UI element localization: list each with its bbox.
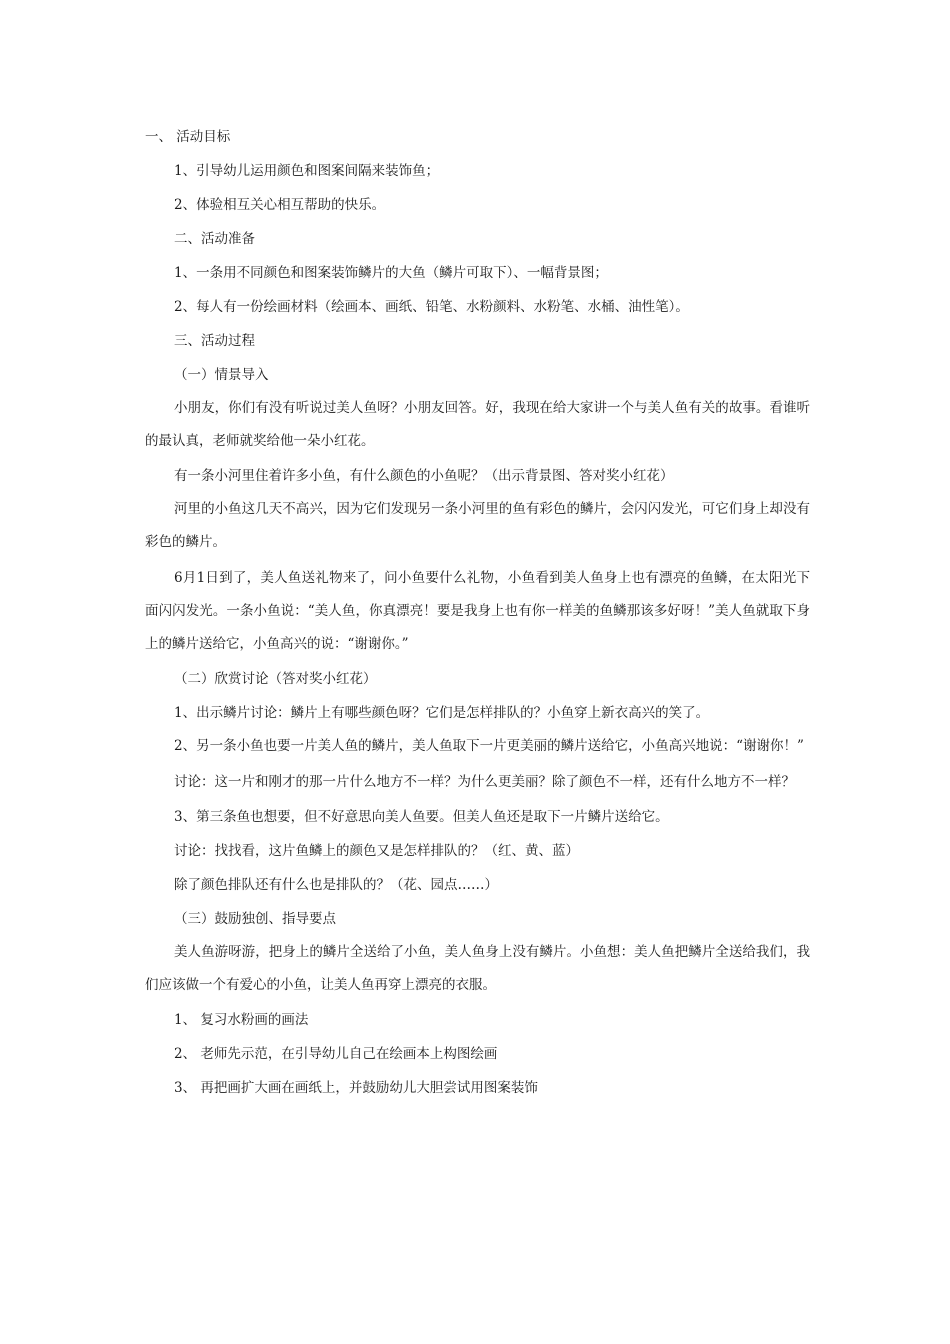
discussion-question-3: 除了颜色排队还有什么也是排队的？（花、园点……）: [174, 877, 498, 893]
story-paragraph-3: 河里的小鱼这几天不高兴，因为它们发现另一条小河里的鱼有彩色的鳞片，会闪闪发光，可它们身上却没有彩色的鳞片。: [145, 501, 810, 550]
discussion-item-2: 2、另一条小鱼也要一片美人鱼的鳞片，美人鱼取下一片更美丽的鳞片送给它，小鱼高兴地说：“谢谢你！”: [174, 738, 804, 754]
story-paragraph-2: 有一条小河里住着许多小鱼，有什么颜色的小鱼呢？（出示背景图、答对奖小红花）: [174, 468, 674, 484]
discussion-question-1: 讨论：这一片和刚才的那一片什么地方不一样？为什么更美丽？除了颜色不一样，还有什么地方不一样？: [174, 774, 795, 790]
story-paragraph-4: 6月1日到了，美人鱼送礼物来了，问小鱼要什么礼物，小鱼看到美人鱼身上也有漂亮的鱼鳞，在太阳光下面闪闪发光。一条小鱼说：“美人鱼，你真漂亮！要是我身上也有你一样美的鱼鳞那该多好呀！”美人鱼就取下身上的鳞片送给它，小鱼高兴的说：“谢谢你。”: [145, 570, 810, 652]
goal-item-2: 2、体验相互关心相互帮助的快乐。: [174, 197, 386, 213]
section-heading-goals: 一、 活动目标: [145, 129, 231, 145]
discussion-item-3: 3、第三条鱼也想要，但不好意思向美人鱼要。但美人鱼还是取下一片鳞片送给它。: [174, 809, 669, 825]
discussion-question-2: 讨论：找找看，这片鱼鳞上的颜色又是怎样排队的？（红、黄、蓝）: [174, 843, 579, 859]
preparation-item-2: 2、每人有一份绘画材料（绘画本、画纸、铅笔、水粉颜料、水粉笔、水桶、油性笔）。: [174, 299, 689, 315]
section-heading-process: 三、活动过程: [174, 333, 255, 349]
subsection-heading-intro: （一）情景导入: [174, 367, 269, 383]
preparation-item-1: 1、一条用不同颜色和图案装饰鳞片的大鱼（鳞片可取下）、一幅背景图；: [174, 265, 608, 281]
guidance-paragraph: 美人鱼游呀游，把身上的鳞片全送给了小鱼，美人鱼身上没有鳞片。小鱼想：美人鱼把鳞片全送给我们，我们应该做一个有爱心的小鱼，让美人鱼再穿上漂亮的衣服。: [145, 944, 810, 993]
goal-item-1: 1、引导幼儿运用颜色和图案间隔来装饰鱼；: [174, 163, 440, 179]
subsection-heading-discussion: （二）欣赏讨论（答对奖小红花）: [174, 671, 377, 687]
guidance-step-1: 1、 复习水粉画的画法: [174, 1012, 309, 1028]
discussion-item-1: 1、出示鳞片讨论：鳞片上有哪些颜色呀？它们是怎样排队的？小鱼穿上新衣高兴的笑了。: [174, 705, 710, 721]
document-body: [145, 125, 810, 1110]
section-heading-preparation: 二、活动准备: [174, 231, 255, 247]
subsection-heading-guidance: （三）鼓励独创、指导要点: [174, 911, 336, 927]
guidance-step-2: 2、 老师先示范，在引导幼儿自己在绘画本上构图绘画: [174, 1046, 498, 1062]
guidance-step-3: 3、 再把画扩大画在画纸上，并鼓励幼儿大胆尝试用图案装饰: [174, 1080, 538, 1096]
story-paragraph-1: 小朋友，你们有没有听说过美人鱼呀？小朋友回答。好，我现在给大家讲一个与美人鱼有关的故事。看谁听的最认真，老师就奖给他一朵小红花。: [145, 400, 810, 449]
